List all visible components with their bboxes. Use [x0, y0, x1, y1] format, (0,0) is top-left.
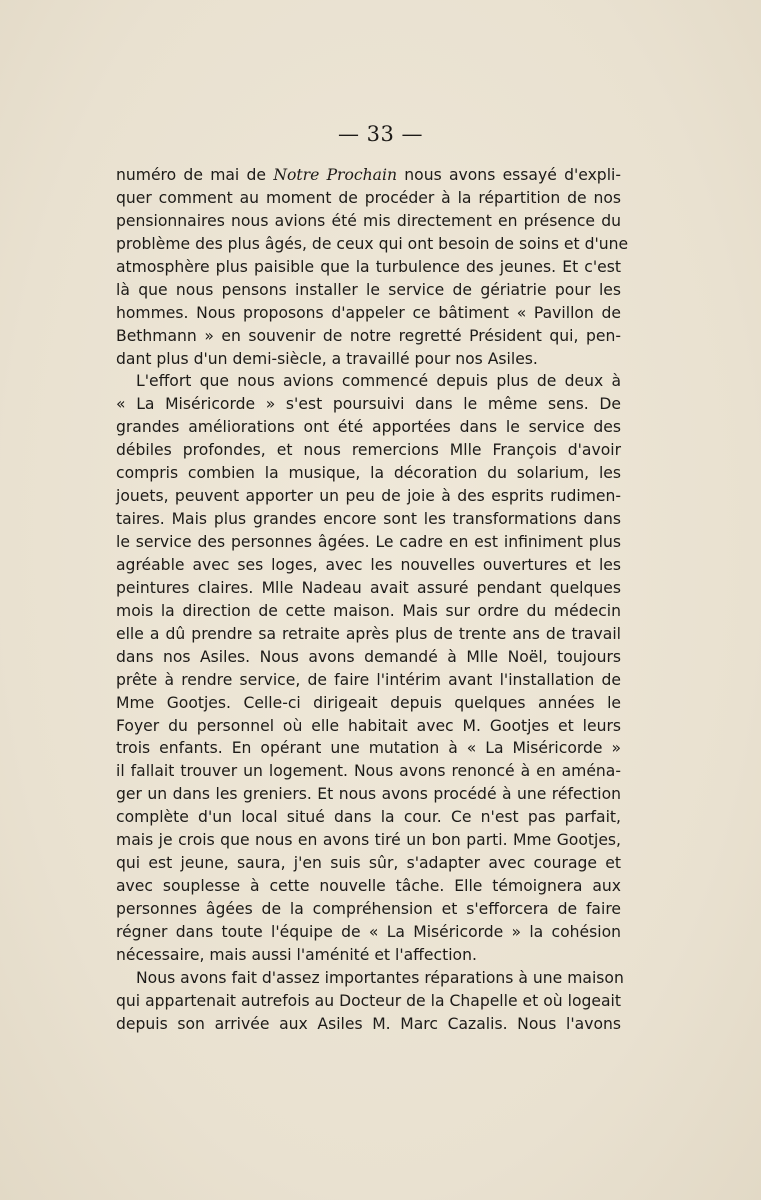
- page-number: — 33 —: [337, 122, 424, 146]
- text-line: mois la direction de cette maison. Mais sur ordre du médecin: [116, 601, 621, 620]
- text-line: agréable avec ses loges, avec les nouvelles ouvertures et les: [116, 555, 621, 574]
- text-line: pensionnaires nous avions été mis directement en présence du: [116, 211, 621, 230]
- text-line: nécessaire, mais aussi l'aménité et l'affection.: [116, 945, 477, 964]
- text-line: problème des plus âgés, de ceux qui ont besoin de soins et d'une: [116, 234, 629, 253]
- text-line: débiles profondes, et nous remercions Mlle François d'avoir: [116, 441, 621, 460]
- text-line: dans nos Asiles. Nous avons demandé à Mlle Noël, toujours: [116, 647, 621, 666]
- paragraph: [116, 370, 621, 966]
- text-line: Nous avons fait d'assez importantes réparations à une maison: [136, 968, 624, 987]
- text-line: il fallait trouver un logement. Nous avons renoncé à en aména-: [116, 762, 621, 781]
- text-line: peintures claires. Mlle Nadeau avait assuré pendant quelques: [116, 578, 621, 597]
- paragraph: [116, 967, 624, 1036]
- text-line: Mme Gootjes. Celle-ci dirigeait depuis quelques années le: [116, 693, 621, 712]
- text-line: personnes âgées de la compréhension et s'efforcera de faire: [116, 900, 621, 918]
- text-line: complète d'un local situé dans la cour. Ce n'est pas parfait,: [116, 808, 621, 827]
- text-line: quer comment au moment de procéder à la répartition de nos: [116, 188, 621, 207]
- text-line: « La Miséricorde » s'est poursuivi dans le même sens. De: [116, 395, 621, 414]
- text-line: L'effort que nous avions commencé depuis plus de deux à: [136, 372, 621, 391]
- text-line: dant plus d'un demi-siècle, a travaillé pour nos Asiles.: [116, 349, 538, 368]
- text-line: numéro de mai de Notre Prochain nous avons essayé d'expli-: [116, 166, 621, 184]
- paragraph: [116, 164, 629, 370]
- text-line: atmosphère plus paisible que la turbulence des jeunes. Et c'est: [116, 257, 621, 276]
- periodical-title: Notre Prochain: [273, 166, 398, 184]
- text-line: qui est jeune, saura, j'en suis sûr, s'adapter avec courage et: [116, 854, 621, 873]
- text-line: ger un dans les greniers. Et nous avons procédé à une réfection: [116, 785, 621, 804]
- text-line: compris combien la musique, la décoration du solarium, les: [116, 464, 621, 483]
- text-line: prête à rendre service, de faire l'intérim avant l'installation de: [116, 670, 621, 689]
- text-line: régner dans toute l'équipe de « La Miséricorde » la cohésion: [116, 922, 621, 941]
- text-line: trois enfants. En opérant une mutation à « La Miséricorde »: [116, 739, 621, 758]
- text-line: Foyer du personnel où elle habitait avec M. Gootjes et leurs: [116, 716, 621, 735]
- text-line: Bethmann » en souvenir de notre regretté Président qui, pen-: [116, 326, 621, 345]
- text-line: là que nous pensons installer le service de gériatrie pour les: [116, 280, 621, 299]
- text-line: avec souplesse à cette nouvelle tâche. Elle témoignera aux: [116, 877, 621, 896]
- text-line: grandes améliorations ont été apportées dans le service des: [116, 418, 621, 437]
- text-line: taires. Mais plus grandes encore sont les transformations dans: [116, 510, 621, 529]
- text-line: depuis son arrivée aux Asiles M. Marc Cazalis. Nous l'avons: [116, 1014, 621, 1033]
- text-line: elle a dû prendre sa retraite après plus de trente ans de travail: [116, 624, 621, 643]
- body-text: [116, 164, 629, 1036]
- text-line: le service des personnes âgées. Le cadre en est infiniment plus: [116, 533, 621, 551]
- text-line: qui appartenait autrefois au Docteur de la Chapelle et où logeait: [116, 991, 621, 1010]
- text-line: jouets, peuvent apporter un peu de joie à des esprits rudimen-: [116, 487, 621, 506]
- text-line: mais je crois que nous en avons tiré un bon parti. Mme Gootjes,: [116, 831, 621, 850]
- text-line: hommes. Nous proposons d'appeler ce bâtiment « Pavillon de: [116, 303, 621, 322]
